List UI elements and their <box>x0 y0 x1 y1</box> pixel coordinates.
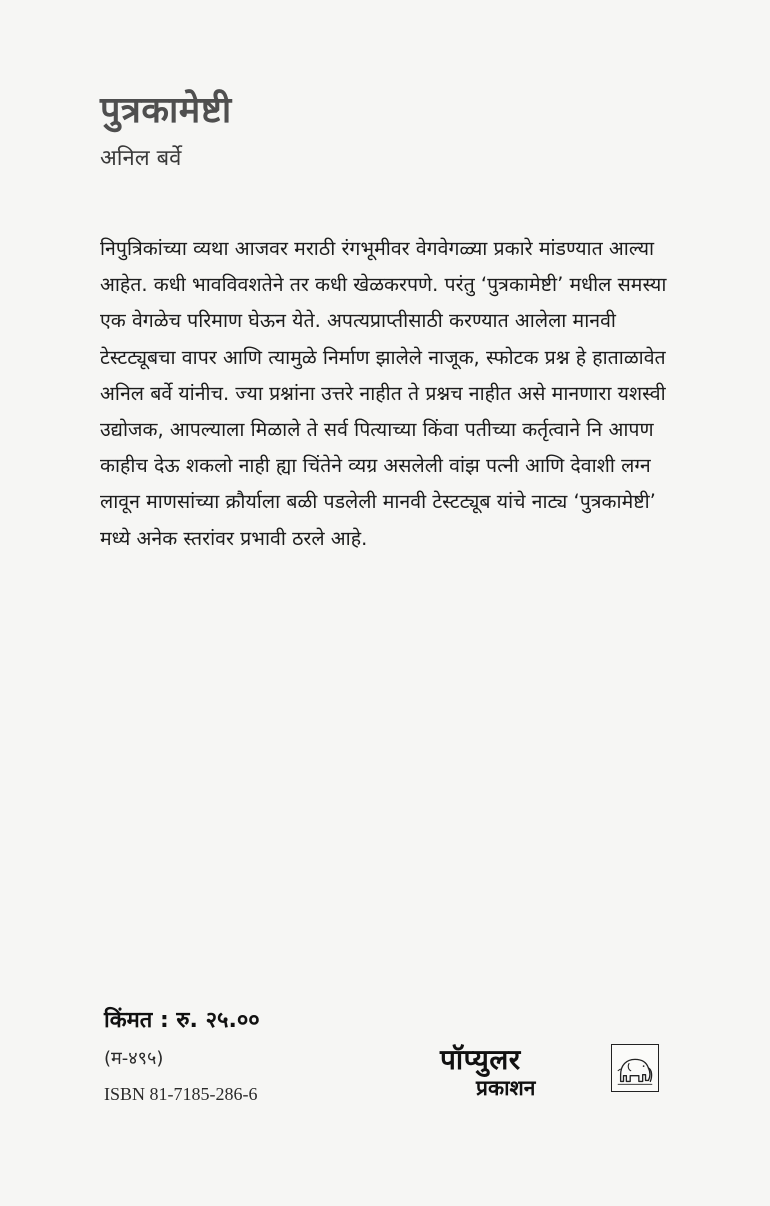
publisher-subtitle: प्रकाशन <box>476 1076 536 1100</box>
book-blurb: निपुत्रिकांच्या व्यथा आजवर मराठी रंगभूमीवर वेगवेगळ्या प्रकारे मांडण्यात आल्या आहेत. कधी भावविवशतेने तर कधी खेळकरपणे. परंतु ‘पुत्रकामेष्टी’ मधील समस्या एक वेगळेच परिमाण घेऊन येते. अपत्यप्राप्तीसाठी करण्यात आलेला मानवी टेस्टट्यूबचा वापर आणि त्यामुळे निर्माण झालेले नाजूक, स्फोटक प्रश्न हे हाताळावेत अनिल बर्वे यांनीच. ज्या प्रश्नांना उत्तरे नाहीत ते प्रश्नच नाहीत असे मानणारा यशस्वी उद्योजक, आपल्याला मिळाले ते सर्व पित्याच्या किंवा पतीच्या कर्तृत्वाने नि आपण काहीच देऊ शकलो नाही ह्या चिंतेने व्यग्र असलेली वांझ पत्नी आणि देवाशी लग्न लावून माणसांच्या क्रौर्याला बळी पडलेली मानवी टेस्टट्यूब यांचे नाट्य ‘पुत्रकामेष्टी’ मध्ये अनेक स्तरांवर प्रभावी ठरले आहे. <box>100 237 667 550</box>
elephant-icon <box>611 1044 659 1092</box>
book-author: अनिल बर्वे <box>100 146 182 171</box>
isbn-number: ISBN 81-7185-286-6 <box>104 1084 258 1104</box>
publisher-mark <box>440 1040 660 1104</box>
publisher-name: पॉप्युलर <box>440 1043 521 1076</box>
book-title: पुत्रकामेष्टी <box>100 90 232 131</box>
price-label: किंमत : रु. २५.०० <box>104 1008 260 1033</box>
catalog-code: (म-४९५) <box>104 1048 164 1069</box>
